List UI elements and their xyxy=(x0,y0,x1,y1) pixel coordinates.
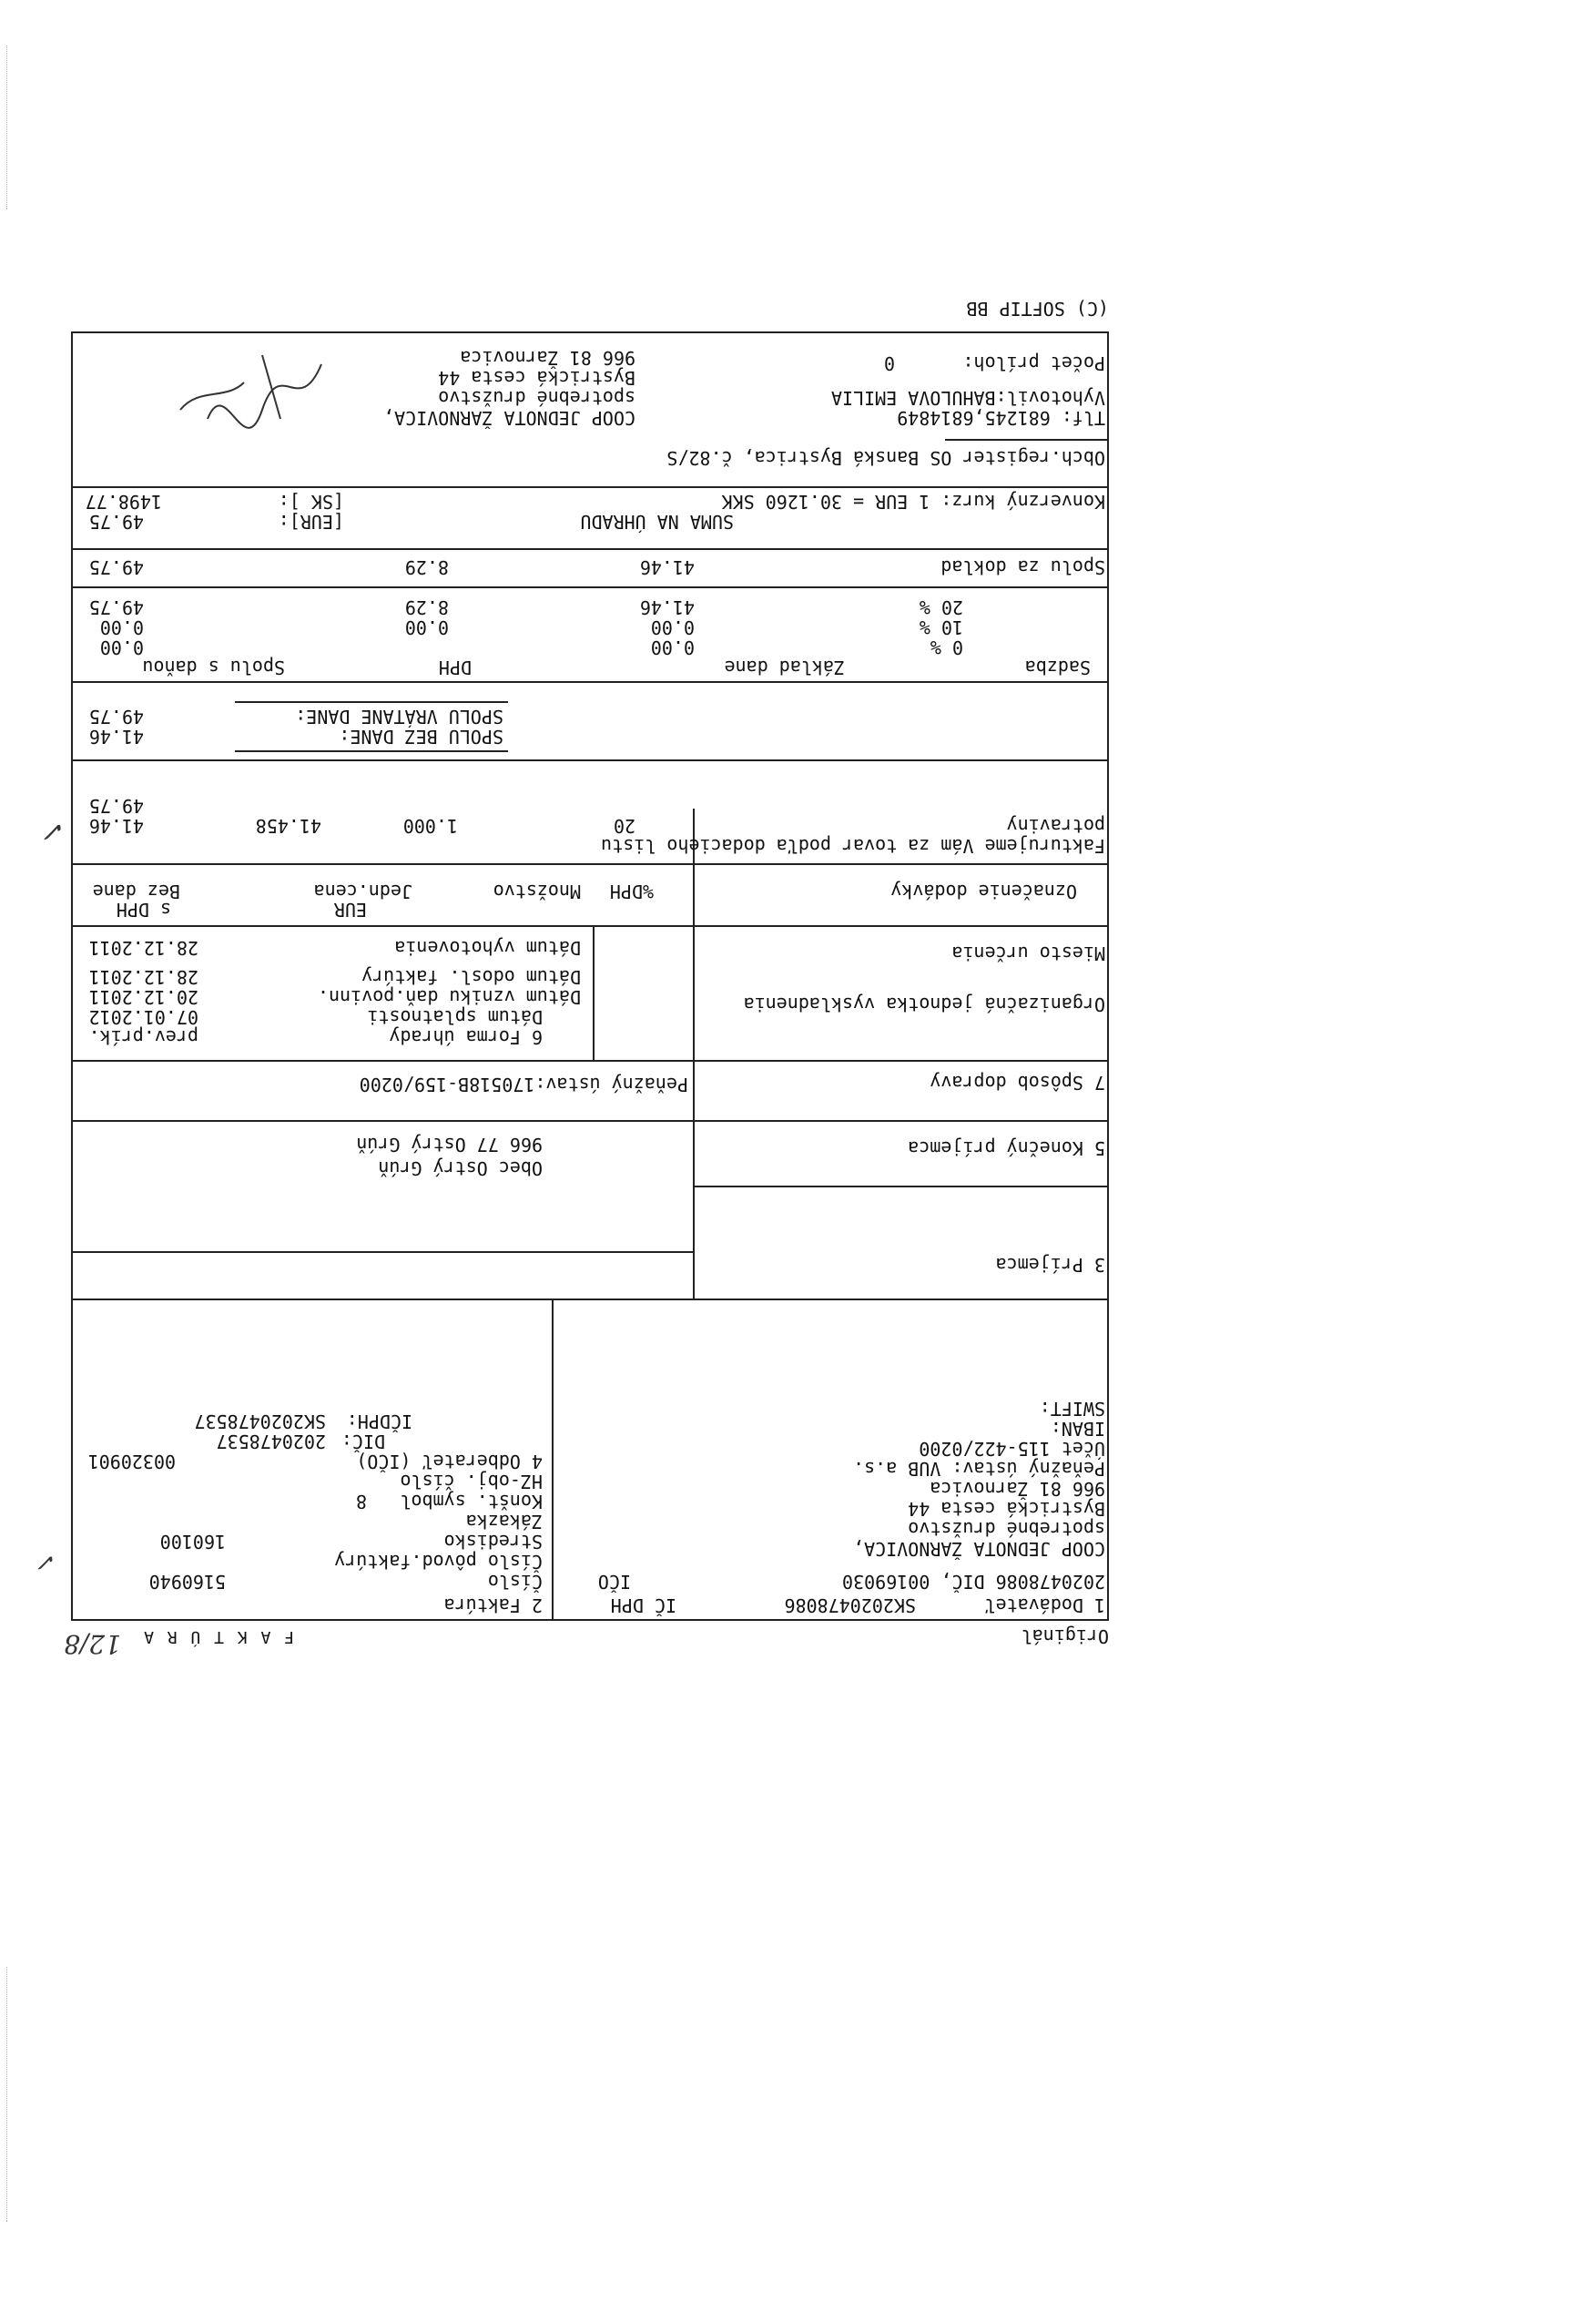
divider xyxy=(71,863,1109,865)
supplier-street: Bystrická cesta 44 xyxy=(908,1498,1105,1520)
final-receiver-label: 5 Konečný príjemca xyxy=(908,1137,1105,1159)
divider xyxy=(945,439,1109,441)
stamp-line: spotrebné družstvo xyxy=(438,387,635,409)
divider xyxy=(71,759,1109,761)
destination-label: Miesto určenia xyxy=(951,942,1105,964)
vat-row-total: 0.00 xyxy=(99,616,144,638)
supplier-iban: IBAN: xyxy=(1050,1418,1105,1440)
org-unit-label: Organizačná jednotka vyskladnenia xyxy=(743,993,1105,1015)
vat-row-amount: 8.29 xyxy=(404,596,449,618)
scan-edge-mark xyxy=(6,1967,7,2222)
stamp-line: Bystrická cesta 44 xyxy=(438,367,635,389)
currency-header: EUR xyxy=(333,899,367,921)
scan-edge-mark xyxy=(6,46,7,209)
gross-total: 49.75 xyxy=(88,706,144,728)
conversion-rate: Konverzný kurz: 1 EUR = 30.1260 SKK xyxy=(721,491,1105,513)
const-symbol: 8 xyxy=(355,1491,367,1512)
divider xyxy=(71,925,1109,927)
net-total-label: SPOLU BEZ DANE: xyxy=(339,726,503,748)
customer-dic: 2020478537 xyxy=(216,1431,326,1452)
invoice-number: 5160940 xyxy=(148,1571,226,1593)
delivery-label: Označenie dodávky xyxy=(890,881,1077,902)
vat-row-base: 0.00 xyxy=(650,616,695,638)
conversion-unit: [SK ]: xyxy=(278,491,344,513)
supplier-name: COOP JEDNOTA ŽARNOVICA, xyxy=(853,1538,1105,1560)
cost-center-label: Stredisko xyxy=(443,1531,543,1553)
item-price: 41.458 xyxy=(255,815,321,837)
issue-date: 28.12.2011 xyxy=(88,937,198,959)
divider xyxy=(693,809,695,1300)
customer-icdph: SK2020478537 xyxy=(194,1411,326,1432)
sent-date: 28.12.2011 xyxy=(88,966,198,988)
item-net: 41.46 xyxy=(88,815,144,837)
invoice-number-label: Číslo xyxy=(487,1571,543,1593)
vat-rate-header: Sadzba xyxy=(1024,657,1091,678)
document-total-vat: 8.29 xyxy=(404,556,449,578)
item-qty: 1.000 xyxy=(402,815,458,837)
item-name: potraviny xyxy=(1006,815,1105,837)
divider xyxy=(235,750,508,752)
vat-row-base: 0.00 xyxy=(650,637,695,658)
gross-total-label: SPOLU VRÁTANE DANE: xyxy=(295,706,503,728)
divider xyxy=(71,548,1109,550)
tax-date-label: Dátum vzniku daň.povinn. xyxy=(318,986,581,1008)
divider xyxy=(71,486,1109,488)
customer-label: 4 Odberateľ (IČO) xyxy=(356,1451,543,1472)
vat-row-rate: 10 % xyxy=(919,616,963,638)
supplier-label: 1 Dodávateľ xyxy=(984,1594,1105,1616)
divider xyxy=(71,586,1109,588)
due-date: 07.01.2012 xyxy=(88,1006,198,1028)
handwritten-mark: ✓ xyxy=(37,1548,57,1575)
net-total: 41.46 xyxy=(88,726,144,748)
issue-date-label: Dátum vyhotovenia xyxy=(394,937,581,959)
divider xyxy=(593,927,595,1062)
divider xyxy=(71,1120,695,1122)
stamp-line: 966 81 Žarnovica xyxy=(460,347,635,369)
invoice-label: 2 Faktúra xyxy=(443,1594,543,1616)
vat-percent-header: %DPH xyxy=(609,881,654,902)
signature-image xyxy=(153,346,335,437)
vat-row-base: 41.46 xyxy=(639,596,695,618)
quantity-header: Množstvo xyxy=(493,881,581,902)
customer-ico: 00320901 xyxy=(87,1451,176,1472)
supplier-dic: 2020478086 DIČ, 00169030 xyxy=(842,1571,1105,1593)
original-invoice-label: Číslo pôvod.faktúry xyxy=(334,1551,543,1573)
telephone: Tlf: 681245,6814849 xyxy=(897,407,1105,429)
supplier-account: Účet 115-422/0200 xyxy=(919,1438,1105,1460)
invoice-form xyxy=(71,331,1109,1621)
amount-due-label: SUMA NA ÚHRADU xyxy=(580,511,734,533)
order-label: Zákazka xyxy=(465,1511,543,1533)
customer-icdph-label: IČDPH: xyxy=(346,1411,412,1432)
item-vat: 20 xyxy=(613,815,635,837)
issued-by: Vyhotovil:BAHULOVA EMILIA xyxy=(830,387,1105,409)
handwritten-invoice-number: 12/8 xyxy=(64,1629,121,1659)
gross-header: s DPH xyxy=(116,899,171,921)
cost-center: 160100 xyxy=(159,1531,226,1553)
divider xyxy=(71,1060,1109,1062)
supplier-ic-dph-label: IČ DPH xyxy=(610,1594,676,1616)
divider xyxy=(695,1186,1109,1187)
attachments-label: Počet príloh: xyxy=(962,352,1105,374)
amount-skk: 1498.77 xyxy=(85,491,162,513)
tax-date: 20.12.2011 xyxy=(88,986,198,1008)
supplier-name2: spotrebné družstvo xyxy=(908,1518,1105,1540)
stamp-line: COOP JEDNOTA ŽARNOVICA, xyxy=(383,407,635,429)
vat-row-rate: 0 % xyxy=(930,637,963,658)
divider xyxy=(695,1120,1109,1122)
transport-label: 7 Spôsob dopravy xyxy=(930,1072,1105,1094)
supplier-swift: SWIFT: xyxy=(1039,1398,1105,1420)
divider xyxy=(71,1251,695,1253)
hz-order-label: HZ-obj. číslo xyxy=(400,1471,543,1492)
item-gross: 49.75 xyxy=(88,795,144,817)
const-symbol-label: Konšt. symbol xyxy=(400,1491,543,1512)
customer-dic-label: DIČ: xyxy=(341,1431,385,1452)
handwritten-mark: ✓ xyxy=(43,815,66,847)
items-intro: Fakturujeme Vám za tovar podľa dodacieho listu xyxy=(601,835,1105,857)
vat-amount-header: DPH xyxy=(438,657,472,678)
divider xyxy=(71,1298,1109,1300)
vat-row-rate: 20 % xyxy=(919,596,963,618)
vat-row-amount: 0.00 xyxy=(404,616,449,638)
divider xyxy=(552,1300,554,1621)
amount-due-unit: [EUR]: xyxy=(278,511,344,533)
vat-row-total: 49.75 xyxy=(88,596,144,618)
attachments-count: 0 xyxy=(883,352,895,374)
original-label: Originál xyxy=(1021,1625,1109,1647)
supplier-bank: Peňažný ústav: VUB a.s. xyxy=(853,1458,1105,1480)
net-header: Bez dane xyxy=(92,881,180,902)
divider xyxy=(235,701,508,703)
document-total-base: 41.46 xyxy=(639,556,695,578)
transport-bank: Peňažný ústav:170518B-159/0200 xyxy=(359,1074,688,1095)
vat-base-header: Základ dane xyxy=(724,657,845,678)
unit-price-header: Jedn.cena xyxy=(313,881,412,902)
sent-date-label: Dátum odosl. faktúry xyxy=(361,966,581,988)
company-register: Obch.register OS Banská Bystrica, č.82/S xyxy=(666,447,1105,469)
payment-form: prev.prík. xyxy=(88,1026,198,1048)
supplier-ic-dph: SK2020478086 xyxy=(784,1594,916,1616)
supplier-ico-label: IČO xyxy=(597,1571,631,1593)
document-title: F A K T Ú R A xyxy=(142,1627,294,1646)
supplier-city: 966 81 Žarnovica xyxy=(930,1478,1105,1500)
document-total-label: Spolu za doklad xyxy=(940,556,1105,578)
document-total: 49.75 xyxy=(88,556,144,578)
final-receiver-name: Obec Ostrý Grúň xyxy=(378,1157,543,1179)
receiver-label: 3 Príjemca xyxy=(995,1254,1105,1276)
vat-total-header: Spolu s daňou xyxy=(142,657,285,678)
vat-row-total: 0.00 xyxy=(99,637,144,658)
copyright: (C) SOFTIP BB xyxy=(966,298,1109,320)
due-date-label: Dátum splatnosti xyxy=(367,1006,543,1028)
payment-form-label: 6 Forma úhrady xyxy=(389,1026,543,1048)
amount-due: 49.75 xyxy=(88,511,144,533)
final-receiver-city: 966 77 Ostrý Grúň xyxy=(356,1134,543,1156)
divider xyxy=(71,681,1109,683)
